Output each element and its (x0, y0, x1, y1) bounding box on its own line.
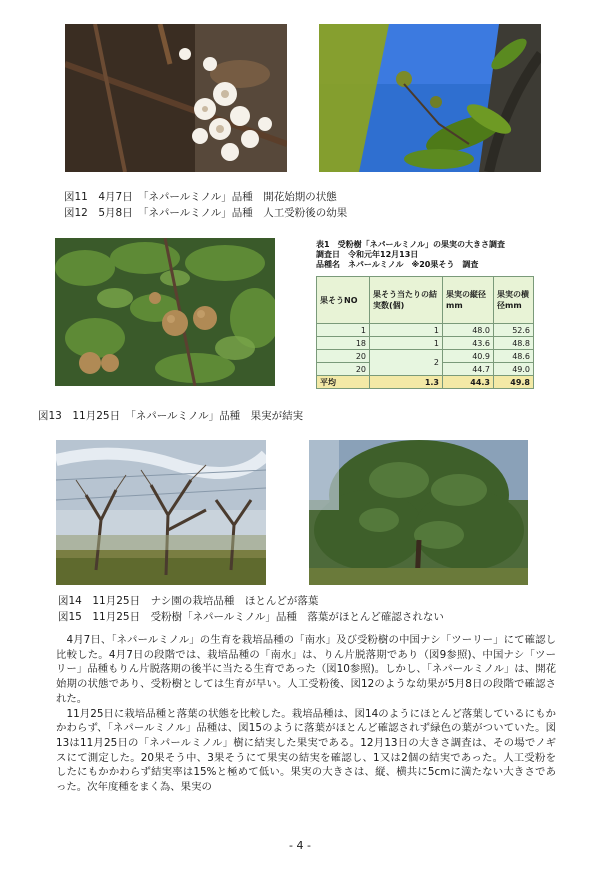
cell-average-count: 1.3 (370, 376, 443, 389)
photo-fig14-orchard-bare (56, 440, 266, 585)
caption-fig15: 図15 11月25日 受粉樹「ネパールミノル」品種 落葉がほとんど確認されない (58, 611, 444, 623)
cell-no: 20 (317, 363, 370, 376)
cell-height: 40.9 (443, 350, 494, 363)
cell-width: 52.6 (494, 324, 534, 337)
table-fruit-size-survey (316, 238, 534, 396)
cell-height: 44.7 (443, 363, 494, 376)
photo-fig11-pear-blossoms (65, 24, 287, 172)
body-text (56, 633, 556, 795)
table-grid (316, 276, 534, 389)
cell-count: 1 (370, 324, 443, 337)
cell-width: 49.0 (494, 363, 534, 376)
cell-no: 18 (317, 337, 370, 350)
col-header-fruit-count: 果そう当たりの結実数(個) (370, 277, 443, 324)
page-number: - 4 - (289, 839, 311, 852)
col-header-height: 果実の縦径mm (443, 277, 494, 324)
cell-height: 43.6 (443, 337, 494, 350)
cell-width: 48.6 (494, 350, 534, 363)
table-variety-line: 品種名 ネパールミノル ※20果そう 調査 (316, 260, 479, 269)
table-row (317, 337, 534, 350)
cell-no: 1 (317, 324, 370, 337)
photo-fig15-pollinizer-leafy (309, 440, 528, 585)
cell-average-height: 44.3 (443, 376, 494, 389)
col-header-cluster-no: 果そうNO (317, 277, 370, 324)
caption-fig12: 図12 5月8日 「ネパールミノル」品種 人工受粉後の幼果 (64, 207, 348, 219)
cell-no: 20 (317, 350, 370, 363)
cell-count: 2 (370, 350, 443, 376)
body-paragraph-2: 11月25日に栽培品種と落葉の状態を比較した。栽培品種は、図14のようにほとんど落葉しているにもかかわらず、「ネパールミノル」品種は、図15のように落葉がほとんど確認されず緑色の葉がついていた。図13は11月25日の「ネパールミノル」樹に結実した果実である。12月13日の大きさ調査は、その場でノギスにて測定した。20果そう中、3果そうにて果実の結実を確認し、1又は2個の結実であった。人工受粉をしたにもかかわらず結実率は15%と極めて低い。果実の大きさは、縦、横共に5cmに満たない大きさであった。次年度種をまく為、果実の (56, 707, 556, 794)
table-row-average (317, 376, 534, 389)
caption-fig13: 図13 11月25日 「ネパールミノル」品種 果実が結実 (38, 410, 304, 422)
table-survey-date: 調査日 令和元年12月13日 (316, 250, 419, 259)
body-paragraph-1: 4月7日、「ネパールミノル」の生育を栽培品種の「南水」及び受粉樹の中国ナシ「ツーリー」にて確認し比較した。4月7日の段階では、栽培品種の「南水」は、りん片脱落期であり（図9参照)、中国ナシ「ツーリー」品種もりん片脱落期の後半に当たる生育であった（図10参照)。しかし、「ネパールミノル」は、開花始期の状態であり、受粉樹としては生育が早い。人工受粉後、図12のような幼果が5月8日の段階で確認された。 (56, 634, 556, 705)
caption-fig14: 図14 11月25日 ナシ園の栽培品種 ほとんどが落葉 (58, 595, 319, 607)
photo-fig13-fruit-set (55, 238, 275, 386)
cell-width: 48.8 (494, 337, 534, 350)
col-header-width: 果実の横径mm (494, 277, 534, 324)
table-title: 表1 受粉樹「ネパールミノル」の果実の大きさ調査 (316, 240, 506, 249)
cell-average-label: 平均 (317, 376, 370, 389)
cell-average-width: 49.8 (494, 376, 534, 389)
caption-fig11: 図11 4月7日 「ネパールミノル」品種 開花始期の状態 (64, 191, 337, 203)
cell-count: 1 (370, 337, 443, 350)
cell-height: 48.0 (443, 324, 494, 337)
photo-fig12-young-fruit (319, 24, 541, 172)
table-row (317, 350, 534, 363)
table-row (317, 324, 534, 337)
